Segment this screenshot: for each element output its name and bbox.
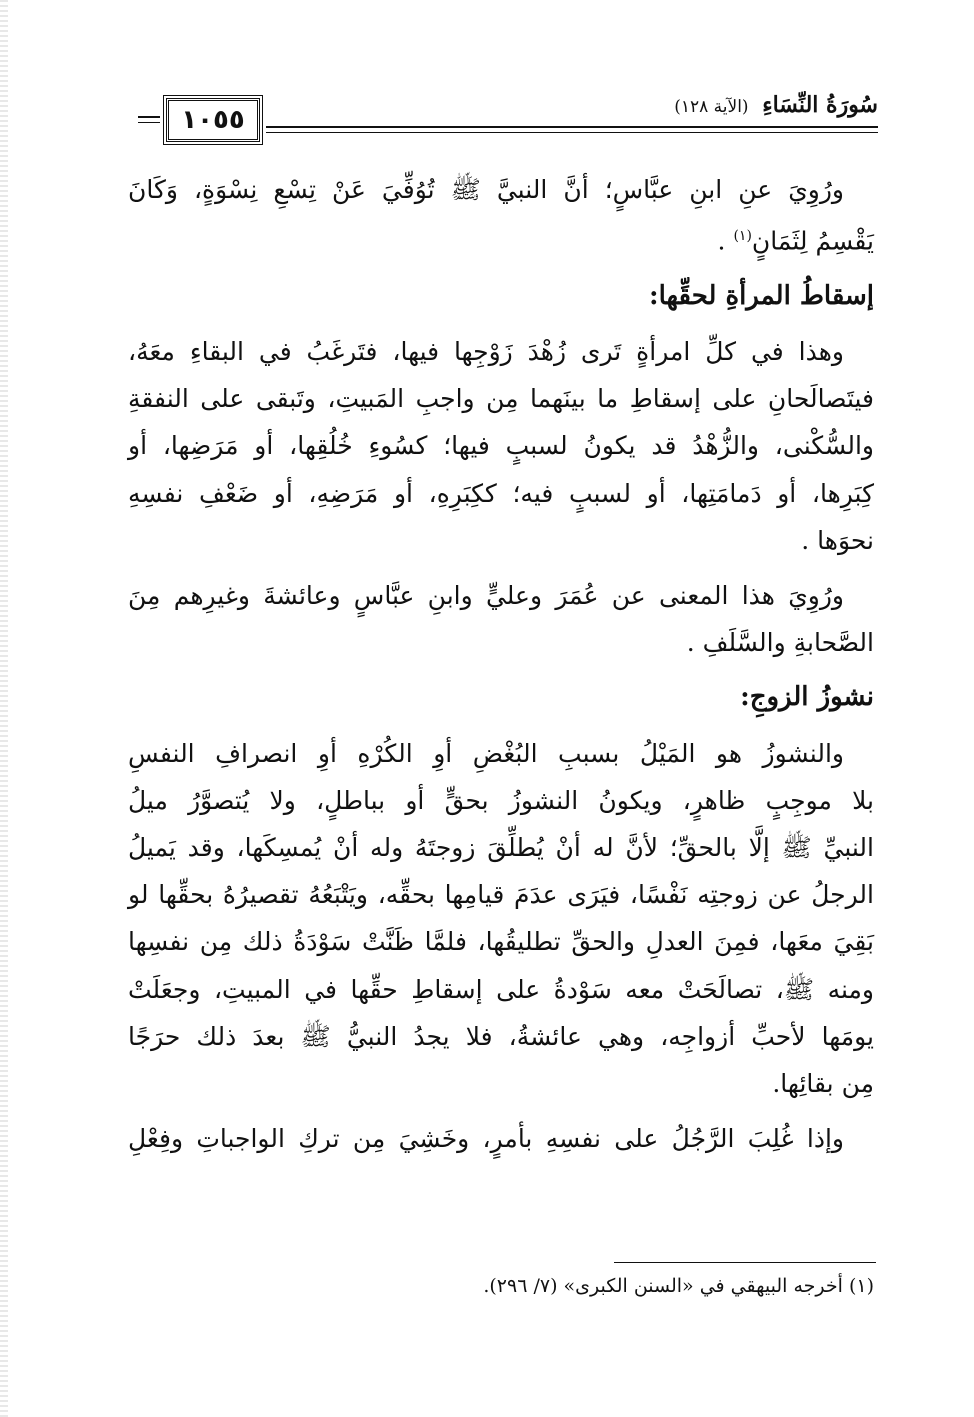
paragraph-gap — [128, 1107, 874, 1115]
ayah-reference: (الآية ١٢٨) — [674, 97, 749, 117]
text-line: الصَّحابةِ والسَّلَفِ . — [686, 628, 874, 658]
main-text — [128, 166, 874, 1162]
text-line: فيتَصالَحانِ على إسقاطِ ما بينَهما مِن واجبِ المَبيتِ، وتَبقى على النفقةِ — [128, 384, 874, 414]
paragraph-5 — [128, 1115, 874, 1162]
text-line: والسُّكْنى، والزُّهْدُ قد يكونُ لسببٍ فيها؛ كسُوءِ خُلُقِها، أو مَرَضِها، أو — [128, 431, 874, 461]
text-line: وإذا غُلِبَ الرَّجُلُ على نفسِهِ بأمرٍ، وخَشِيَ مِن تركِ الواجباتِ وفِعْلِ — [128, 1124, 844, 1154]
text-line: والنشوزُ هو المَيْلُ بسببِ البُغْضِ أوِ الكُرْهِ أوِ انصرافِ النفسِ — [128, 738, 844, 768]
page-number: ١٠٥٥ — [166, 98, 260, 142]
page-header — [138, 88, 878, 152]
text-line: النبيِّ ﷺ إلَّا بالحقِّ؛ لأنَّ له أنْ يُطلِّقَ زوجتَهُ وله أنْ يُمسِكَها، وقد يَميلُ — [128, 832, 874, 862]
header-rule-left-thin — [138, 122, 160, 123]
text-fragment: يَقْسِمُ لِثَمَانٍ — [751, 226, 874, 256]
paragraph-1 — [128, 166, 874, 265]
header-rule — [266, 126, 878, 128]
text-line: بلا موجِبٍ ظاهرٍ، ويكونُ النشوزُ بحقٍّ أو بباطلٍ، ولا يُتصوَّرُ ميلُ — [128, 785, 874, 815]
footnote-marker: (١) — [733, 228, 752, 245]
text-line: كِبَرِها، أو دَمامَتِها، أو لسببٍ فيه؛ ككِبَرِهِ، أو مَرَضِهِ، أو ضَعْفِ نفسِهِ — [128, 478, 874, 508]
section-heading-1: إسقاطُ المرأةِ لحقِّها: — [649, 280, 874, 311]
paragraph-4 — [128, 730, 874, 1108]
text-line: ورُوِيَ هذا المعنى عن عُمَرَ وعليٍّ وابنِ عبَّاسٍ وعائشةَ وغيرِهم مِنَ — [128, 580, 844, 610]
paragraph-3 — [128, 572, 874, 666]
surah-title — [674, 92, 878, 118]
scan-edge — [0, 0, 8, 1417]
text-line: الرجلُ عن زوجتِه نَفْسًا، فيَرَى عدَمَ قيامِها بحقِّه، ويَتْبَعُهُ تقصيرُهُ بحقِّها لو — [128, 880, 874, 910]
text-line: مِن بقائِها. — [772, 1068, 874, 1098]
text-fragment: . — [717, 226, 734, 256]
text-line: يومَها لأحبِّ أزواجِه، وهي عائشةُ، فلا يجدُ النبيُّ ﷺ بعدَ ذلك حرَجًا — [128, 1021, 874, 1051]
surah-name: سُورَةُ النِّسَاءِ — [762, 92, 878, 118]
header-rule-left — [138, 116, 160, 118]
text-line: نحوَها . — [801, 525, 874, 555]
section-heading-2: نشوزُ الزوجِ: — [740, 682, 874, 713]
text-line: ومنه ﷺ، تصالَحَتْ معه سَوْدةُ على إسقاطِ حقِّها في المبيتِ، وجعَلَتْ — [128, 974, 874, 1004]
text-line: بَقِيَ معَها، فمِنَ العدلِ والحقِّ تطليقُها، فلمَّا ظَنَّتْ سَوْدَةُ ذلك مِن نفسِها — [128, 927, 874, 957]
footnote-separator — [614, 1262, 876, 1263]
text-line — [128, 213, 874, 265]
footnote: (١) أخرجه البيهقي في «السنن الكبرى» (٧/ ٢٩٦). — [483, 1275, 874, 1297]
paragraph-2 — [128, 328, 874, 564]
paragraph-gap — [128, 564, 874, 572]
header-rule-thin — [266, 132, 878, 133]
text-line: وهذا في كلِّ امرأةٍ تَرى زُهْدَ زَوْجِها فيها، فتَرغَبُ في البقاءِ معَهُ، — [128, 336, 844, 366]
text-line: ورُوِيَ عنِ ابنِ عبَّاسٍ؛ أنَّ النبيَّ ﷺ تُوُفِّيَ عَنْ تِسْعِ نِسْوَةٍ، وَكَانَ — [128, 175, 844, 204]
